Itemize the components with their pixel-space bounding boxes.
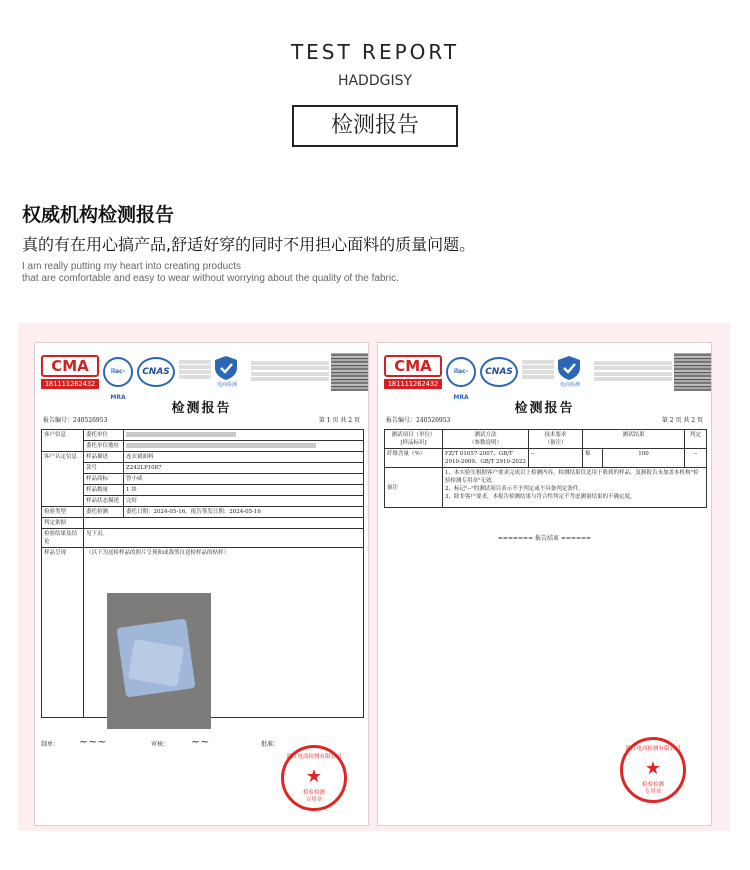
cell-result-value: 见下页。 xyxy=(84,529,364,548)
cma-logo xyxy=(384,355,442,389)
cert-text xyxy=(522,359,554,380)
report-meta xyxy=(386,415,703,424)
prepared-signature: ~~~ xyxy=(79,735,107,748)
cert-logos xyxy=(41,351,361,401)
stamp-line-1: 检验检测 xyxy=(302,790,325,796)
star-icon: ★ xyxy=(305,766,323,787)
cert-text xyxy=(179,359,211,380)
cma-number: 181111262432 xyxy=(41,379,99,389)
row-judge: -- xyxy=(685,449,707,468)
cell-style-label: 款号 xyxy=(84,463,124,474)
cell-qty-value: 1 块 xyxy=(124,485,364,496)
head-judge: 判定 xyxy=(685,430,707,449)
cell-test-type: 检验类型 xyxy=(42,507,84,518)
report-page-1 xyxy=(34,342,369,826)
row-item: 纤维含量（%） xyxy=(385,449,443,468)
cnas-logo: CNAS xyxy=(480,357,518,387)
reviewed-signature: ~~ xyxy=(191,735,210,748)
report-number: 报告编号：240526953 xyxy=(386,417,451,424)
head-result: 测试结果 xyxy=(583,430,685,449)
qr-code-blurred xyxy=(331,353,369,391)
stamp-arc-text: 浙江电商检测有限公司 xyxy=(286,754,342,760)
intro-english-text xyxy=(22,261,482,285)
stamp-line-2: 专用章 xyxy=(305,797,323,803)
intro-english-line-2: that are comfortable and easy to wear without worrying about the quality of the fabric. xyxy=(22,273,399,284)
prepared-label: 制单： xyxy=(41,741,60,748)
head-req-sub: （备注） xyxy=(544,440,567,446)
cert-logos xyxy=(384,351,704,401)
cell-status-value: 完好 xyxy=(124,496,364,507)
cell-photo-note: （以下为送检样品的照片呈现和或裁剪自送检样品的贴样） xyxy=(84,548,364,718)
qr-code-blurred xyxy=(674,353,712,391)
cell-client-info: 客户信息 xyxy=(42,430,84,452)
approved-label: 批准： xyxy=(261,741,280,748)
fabric-sample-fold xyxy=(128,639,184,687)
shield-icon xyxy=(556,355,582,381)
cell-basis: 判定依据 xyxy=(42,518,84,529)
cell-desc-value: 连衣裙面料 xyxy=(124,452,364,463)
red-stamp-2 xyxy=(620,737,686,803)
row-value: 100 xyxy=(603,449,685,468)
cell-desc-label: 样品描述 xyxy=(84,452,124,463)
section-label-box: 检测报告 xyxy=(292,105,458,147)
cell-client-address-value xyxy=(124,441,364,452)
row-req: -- xyxy=(529,449,583,468)
cma-logo-text: CMA xyxy=(41,355,99,377)
intro-english-line-1: I am really putting my heart into creating products xyxy=(22,261,241,272)
report-number: 报告编号：240526953 xyxy=(43,417,108,424)
brand-name: HADDGISY xyxy=(337,73,413,89)
cell-client-unit: 委托单位 xyxy=(84,430,124,441)
note-3: 3、除非客户要求，本报告检测结果与符合性判定不考虑测量结果的不确定度。 xyxy=(445,494,636,500)
stamp-arc-text: 浙江电商检测有限公司 xyxy=(625,746,681,752)
head-req-main: 技术要求 xyxy=(544,432,567,438)
page-indicator: 第 2 页 共 2 页 xyxy=(661,417,703,424)
page-title: TEST REPORT xyxy=(290,40,460,64)
cell-dates: 委托日期：2024-05-16，报告签发日期：2024-05-16 xyxy=(124,507,364,518)
notes-cell xyxy=(443,468,707,508)
page-indicator: 第 1 页 共 2 页 xyxy=(318,417,360,424)
report-table-2 xyxy=(384,429,707,508)
report-meta xyxy=(43,415,360,424)
shield-caption: 电商检测 xyxy=(216,382,237,388)
cell-client-address: 委托单位地址 xyxy=(84,441,124,452)
cnas-logo: CNAS xyxy=(137,357,175,387)
report-title: 检测报告 xyxy=(171,401,232,416)
head-item-sub: [样品标识] xyxy=(400,440,427,446)
intro-chinese-text: 真的有在用心搞产品,舒适好穿的同时不用担心面料的质量问题。 xyxy=(22,235,476,254)
cell-status-label: 样品状态描述 xyxy=(84,496,124,507)
report-page-2 xyxy=(377,342,712,826)
contact-info xyxy=(594,359,672,383)
ilac-logo: ilac-MRA xyxy=(103,357,133,387)
shield-caption: 电商检测 xyxy=(559,382,580,388)
stamp-line-1: 检验检测 xyxy=(641,782,664,788)
report-end-line: ======= 报告结束 ====== xyxy=(497,535,592,542)
cell-sample-photo: 样品呈现 xyxy=(42,548,84,718)
stamp-line-2: 专用章 xyxy=(644,789,662,795)
cell-brand-label: 样品商标 xyxy=(84,474,124,485)
row-fiber: 棉 xyxy=(583,449,603,468)
cell-basis-value xyxy=(84,518,364,529)
contact-info xyxy=(251,359,329,383)
reviewed-label: 审核： xyxy=(151,741,170,748)
head-method-main: 测试方法 xyxy=(474,432,497,438)
cell-test-type-value: 委托检测 xyxy=(84,507,124,518)
cell-result-label: 检验结果及结论 xyxy=(42,529,84,548)
note-2: 2、标记"--"的测试项目表示不予判定或不具备判定条件。 xyxy=(445,486,584,492)
cma-logo xyxy=(41,355,99,389)
head-item-main: 测试项目（单位） xyxy=(391,432,436,438)
head-method-sub: （参数说明） xyxy=(468,440,502,446)
red-stamp-1 xyxy=(281,745,347,811)
head-req xyxy=(529,430,583,449)
cma-logo-text: CMA xyxy=(384,355,442,377)
head-item xyxy=(385,430,443,449)
note-1: 1、本实验室根据客户要求完成以上检测内容，检测结果仅适用于收到的样品，复制报告未加盖本机构"检验检测专用章"无效。 xyxy=(445,470,699,484)
cma-number: 181111262432 xyxy=(384,379,442,389)
cell-client-unit-value xyxy=(124,430,364,441)
intro-heading: 权威机构检测报告 xyxy=(22,204,175,226)
star-icon: ★ xyxy=(644,758,662,779)
head-method xyxy=(443,430,529,449)
cell-customer-confirm: 客户认定信息 xyxy=(42,452,84,507)
note-label: 备注 xyxy=(385,468,443,508)
stamp-text xyxy=(623,782,683,796)
cell-qty-label: 样品数量 xyxy=(84,485,124,496)
shield-icon xyxy=(213,355,239,381)
stamp-text xyxy=(284,790,344,804)
ilac-logo: ilac-MRA xyxy=(446,357,476,387)
cell-brand-value: 曾小咸 xyxy=(124,474,364,485)
report-title: 检测报告 xyxy=(514,401,575,416)
cell-style-value: Z242LP1087 xyxy=(124,463,364,474)
row-method: FZ/T 01057-2007、GB/T 2910-2009、GB/T 2910-2022 xyxy=(443,449,529,468)
